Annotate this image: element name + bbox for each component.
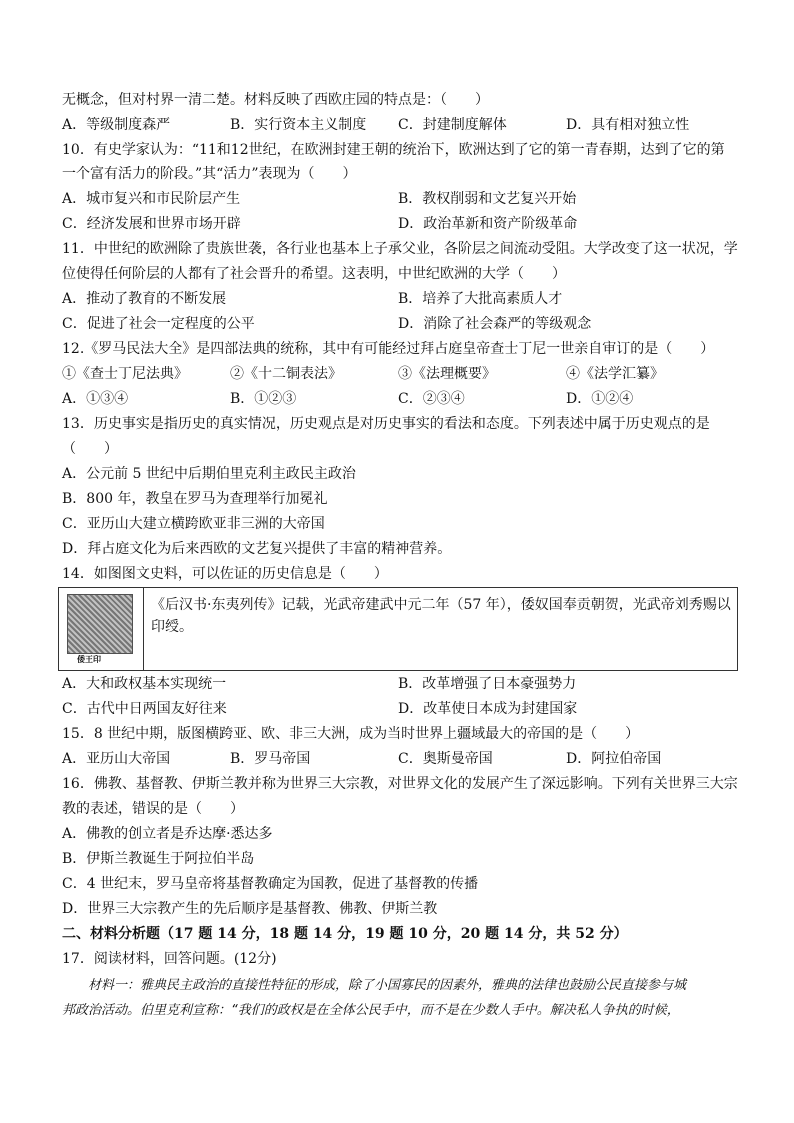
gold-seal-image (67, 594, 133, 654)
q10-option-a: A．城市复兴和市民阶层产生 (62, 191, 241, 207)
material-1-line-1: 材料一：雅典民主政治的直接性特征的形成，除了小国寡民的因素外，雅典的法律也鼓励公民直接参与城 (62, 978, 687, 993)
q14-option-d: D．改革使日本成为封建国家 (398, 701, 578, 717)
q13-option-d: D．拜占庭文化为后来西欧的文艺复兴提供了丰富的精神营养。 (62, 541, 452, 557)
question-10-stem-cont: 一个富有活力的阶段。”其“活力”表现为（ ） (62, 166, 357, 182)
q11-option-a: A．推动了教育的不断发展 (62, 291, 227, 307)
question-17-stem: 17．阅读材料，回答问题。(12分) (62, 951, 277, 967)
q15-option-d: D．阿拉伯帝国 (566, 751, 662, 767)
question-14-stem: 14．如图图文史料，可以佐证的历史信息是（ ） (62, 566, 388, 582)
q14-option-c: C．古代中日两国友好往来 (62, 701, 227, 717)
q15-option-a: A．亚历山大帝国 (62, 751, 171, 767)
q12-option-c: C．②③④ (398, 391, 465, 407)
seal-image-cell (59, 588, 144, 670)
q16-option-b: B．伊斯兰教诞生于阿拉伯半岛 (62, 851, 255, 867)
q14-option-a: A．大和政权基本实现统一 (62, 676, 227, 692)
q13-option-a: A．公元前 5 世纪中后期伯里克利主政民主政治 (62, 466, 356, 482)
q12-option-a: A．①③④ (62, 391, 129, 407)
q11-option-b: B．培养了大批高素质人才 (398, 291, 563, 307)
question-15-stem: 15．8 世纪中期，版图横跨亚、欧、非三大洲，成为当时世界上疆域最大的帝国的是（ ） (62, 726, 640, 742)
q10-option-b: B．教权削弱和文艺复兴开始 (398, 191, 577, 207)
q12-item-3: ③《法理概要》 (398, 366, 496, 382)
q12-option-b: B．①②③ (230, 391, 297, 407)
question-16-stem: 16．佛教、基督教、伊斯兰教并称为世界三大宗教，对世界文化的发展产生了深远影响。下列有关世界三大宗 (62, 776, 738, 792)
question-9-stem-end: 无概念，但对村界一清二楚。材料反映了西欧庄园的特点是：（ ） (62, 92, 489, 108)
q16-option-a: A．佛教的创立者是乔达摩·悉达多 (62, 826, 273, 842)
question-10-stem: 10．有史学家认为：“11和12世纪，在欧洲封建王朝的统治下，欧洲达到了它的第一青春期，达到了它的第 (62, 142, 725, 158)
q10-option-c: C．经济发展和世界市场开辟 (62, 216, 241, 232)
question-12-stem: 12.《罗马民法大全》是四部法典的统称，其中有可能经过拜占庭皇帝查士丁尼一世亲自审订的是（ ） (62, 341, 715, 357)
q10-option-d: D．政治革新和资产阶级革命 (398, 216, 578, 232)
q13-option-c: C．亚历山大建立横跨欧亚非三洲的大帝国 (62, 516, 325, 532)
q9-option-d: D．具有相对独立性 (566, 117, 690, 133)
q16-option-c: C．4 世纪末，罗马皇帝将基督教确定为国教，促进了基督教的传播 (62, 876, 479, 892)
q14-source-box (58, 587, 738, 671)
q14-option-b: B．改革增强了日本豪强势力 (398, 676, 577, 692)
section-2-heading: 二、材料分析题（17 题 14 分，18 题 14 分，19 题 10 分，20 题 14 分，共 52 分） (62, 926, 628, 942)
q11-option-c: C．促进了社会一定程度的公平 (62, 316, 255, 332)
question-16-stem-cont: 教的表述，错误的是（ ） (62, 801, 244, 817)
q15-option-b: B．罗马帝国 (230, 751, 311, 767)
q9-option-c: C．封建制度解体 (398, 117, 507, 133)
q12-item-4: ④《法学汇纂》 (566, 366, 664, 382)
seal-caption: 倭王印 (77, 655, 101, 664)
question-13-stem-cont: （ ） (62, 441, 118, 457)
question-13-stem: 13．历史事实是指历史的真实情况，历史观点是对历史事实的看法和态度。下列表述中属于历史观点的是 (62, 416, 710, 432)
q12-item-1: ①《查士丁尼法典》 (62, 366, 188, 382)
q9-option-a: A．等级制度森严 (62, 117, 171, 133)
question-11-stem: 11．中世纪的欧洲除了贵族世袭，各行业也基本上子承父业，各阶层之间流动受阻。大学改变了这一状况，学 (62, 241, 738, 257)
question-11-stem-cont: 位使得任何阶层的人都有了社会晋升的希望。这表明，中世纪欧洲的大学（ ） (62, 266, 566, 282)
q13-option-b: B．800 年，教皇在罗马为查理举行加冕礼 (62, 491, 328, 507)
q14-source-text: 《后汉书·东夷列传》记载，光武帝建武中元二年（57 年），倭奴国奉贡朝贺，光武帝刘秀赐以印绶。 (151, 597, 731, 635)
q11-option-d: D．消除了社会森严的等级观念 (398, 316, 592, 332)
material-1-line-2: 邦政治活动。伯里克利宣称：“我们的政权是在全体公民手中，而不是在少数人手中。解决私人争执的时候， (62, 1003, 680, 1018)
q9-option-b: B．实行资本主义制度 (230, 117, 367, 133)
q12-item-2: ②《十二铜表法》 (230, 366, 342, 382)
q15-option-c: C．奥斯曼帝国 (398, 751, 493, 767)
q12-option-d: D．①②④ (566, 391, 634, 407)
q16-option-d: D．世界三大宗教产生的先后顺序是基督教、佛教、伊斯兰教 (62, 901, 438, 917)
